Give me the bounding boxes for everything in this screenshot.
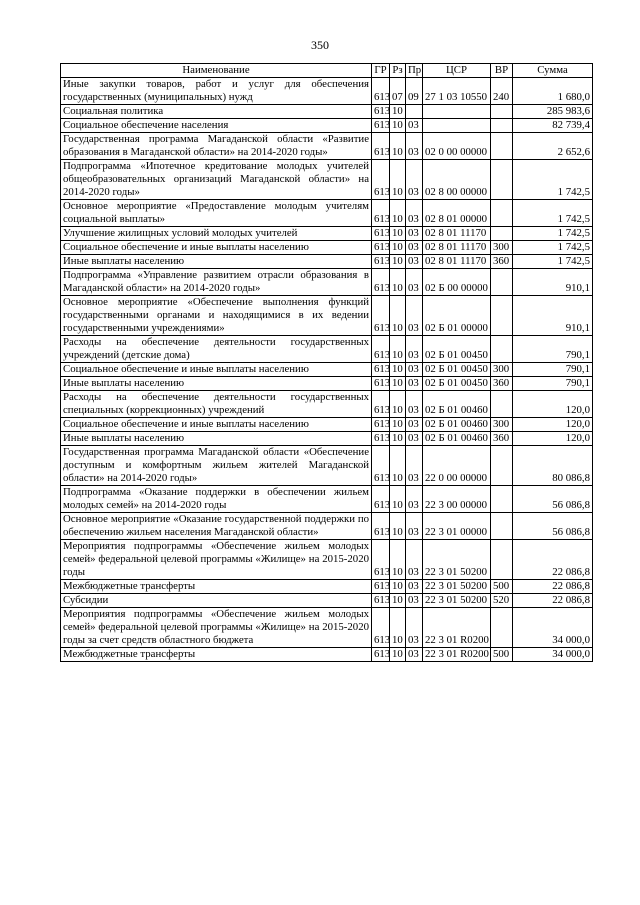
cell-pr: 03 xyxy=(406,160,423,200)
cell-sum: 22 086,8 xyxy=(513,540,593,580)
table-row xyxy=(61,105,593,119)
cell-vr: 520 xyxy=(491,594,513,608)
cell-gr: 613 xyxy=(372,391,390,418)
cell-csr: 02 0 00 00000 xyxy=(423,133,491,160)
cell-sum: 1 742,5 xyxy=(513,200,593,227)
cell-rz: 10 xyxy=(390,336,406,363)
cell-csr: 22 3 01 R0200 xyxy=(423,608,491,648)
cell-csr xyxy=(423,119,491,133)
cell-rz: 10 xyxy=(390,269,406,296)
cell-sum: 910,1 xyxy=(513,296,593,336)
cell-gr: 613 xyxy=(372,540,390,580)
cell-vr xyxy=(491,119,513,133)
table-row xyxy=(61,540,593,580)
cell-vr: 300 xyxy=(491,363,513,377)
cell-csr: 02 8 01 11170 xyxy=(423,227,491,241)
cell-name: Подпрограмма «Управление развитием отрасли образования в Магаданской области» на 2014-2020 годы» xyxy=(61,269,372,296)
table-row xyxy=(61,418,593,432)
cell-sum: 2 652,6 xyxy=(513,133,593,160)
cell-pr: 03 xyxy=(406,432,423,446)
cell-rz: 10 xyxy=(390,255,406,269)
cell-rz: 10 xyxy=(390,391,406,418)
cell-rz: 10 xyxy=(390,296,406,336)
table-row xyxy=(61,377,593,391)
budget-table xyxy=(60,63,593,662)
table-row xyxy=(61,255,593,269)
cell-vr xyxy=(491,608,513,648)
cell-pr xyxy=(406,105,423,119)
cell-pr: 03 xyxy=(406,391,423,418)
cell-pr: 03 xyxy=(406,133,423,160)
cell-vr xyxy=(491,227,513,241)
cell-sum: 56 086,8 xyxy=(513,486,593,513)
cell-csr: 22 3 00 00000 xyxy=(423,486,491,513)
cell-vr xyxy=(491,296,513,336)
cell-sum: 790,1 xyxy=(513,363,593,377)
cell-rz: 10 xyxy=(390,540,406,580)
cell-sum: 120,0 xyxy=(513,391,593,418)
cell-pr: 03 xyxy=(406,446,423,486)
cell-pr: 03 xyxy=(406,648,423,662)
cell-pr: 03 xyxy=(406,580,423,594)
cell-csr: 02 Б 01 00450 xyxy=(423,336,491,363)
cell-vr xyxy=(491,200,513,227)
cell-pr: 03 xyxy=(406,227,423,241)
header-csr: ЦСР xyxy=(423,64,491,78)
cell-sum: 34 000,0 xyxy=(513,648,593,662)
cell-name: Социальная политика xyxy=(61,105,372,119)
cell-name: Государственная программа Магаданской области «Развитие образования в Магаданской области» на 2014-2020 годы» xyxy=(61,133,372,160)
cell-csr: 22 3 01 50200 xyxy=(423,540,491,580)
cell-rz: 10 xyxy=(390,486,406,513)
cell-csr: 22 3 01 50200 xyxy=(423,580,491,594)
cell-rz: 10 xyxy=(390,133,406,160)
cell-rz: 10 xyxy=(390,160,406,200)
cell-sum: 790,1 xyxy=(513,377,593,391)
cell-name: Социальное обеспечение населения xyxy=(61,119,372,133)
cell-rz: 10 xyxy=(390,418,406,432)
table-row xyxy=(61,336,593,363)
cell-vr xyxy=(491,486,513,513)
cell-gr: 613 xyxy=(372,200,390,227)
table-row xyxy=(61,580,593,594)
cell-gr: 613 xyxy=(372,648,390,662)
cell-vr xyxy=(491,133,513,160)
cell-csr: 22 3 01 R0200 xyxy=(423,648,491,662)
cell-vr: 500 xyxy=(491,580,513,594)
cell-name: Основное мероприятие «Обеспечение выполнения функций государственными органами и находящимися в их ведении государственными учреждениями» xyxy=(61,296,372,336)
cell-sum: 285 983,6 xyxy=(513,105,593,119)
cell-gr: 613 xyxy=(372,160,390,200)
cell-sum: 1 742,5 xyxy=(513,241,593,255)
cell-rz: 10 xyxy=(390,594,406,608)
cell-vr xyxy=(491,446,513,486)
header-gr: ГР xyxy=(372,64,390,78)
header-pr: Пр xyxy=(406,64,423,78)
cell-gr: 613 xyxy=(372,119,390,133)
cell-pr: 03 xyxy=(406,608,423,648)
table-row xyxy=(61,432,593,446)
cell-csr: 02 8 01 11170 xyxy=(423,255,491,269)
cell-name: Расходы на обеспечение деятельности государственных учреждений (детские дома) xyxy=(61,336,372,363)
table-row xyxy=(61,513,593,540)
cell-vr: 360 xyxy=(491,432,513,446)
cell-pr: 03 xyxy=(406,513,423,540)
cell-sum: 120,0 xyxy=(513,432,593,446)
cell-gr: 613 xyxy=(372,418,390,432)
cell-pr: 03 xyxy=(406,241,423,255)
cell-pr: 03 xyxy=(406,269,423,296)
cell-pr: 03 xyxy=(406,336,423,363)
cell-gr: 613 xyxy=(372,580,390,594)
cell-vr: 360 xyxy=(491,255,513,269)
cell-vr xyxy=(491,513,513,540)
cell-csr: 02 Б 01 00000 xyxy=(423,296,491,336)
cell-vr xyxy=(491,105,513,119)
cell-csr: 02 Б 01 00460 xyxy=(423,418,491,432)
cell-name: Межбюджетные трансферты xyxy=(61,580,372,594)
table-row xyxy=(61,648,593,662)
cell-gr: 613 xyxy=(372,78,390,105)
cell-gr: 613 xyxy=(372,105,390,119)
cell-gr: 613 xyxy=(372,227,390,241)
cell-rz: 10 xyxy=(390,446,406,486)
table-row xyxy=(61,391,593,418)
cell-pr: 03 xyxy=(406,594,423,608)
cell-rz: 07 xyxy=(390,78,406,105)
cell-name: Государственная программа Магаданской области «Обеспечение доступным и комфортным жильем жителей Магаданской области» на 2014-2020 годы» xyxy=(61,446,372,486)
cell-name: Основное мероприятие «Оказание государственной поддержки по обеспечению жильем населения Магаданской области» xyxy=(61,513,372,540)
cell-name: Субсидии xyxy=(61,594,372,608)
cell-name: Иные выплаты населению xyxy=(61,255,372,269)
cell-gr: 613 xyxy=(372,608,390,648)
cell-name: Мероприятия подпрограммы «Обеспечение жильем молодых семей» федеральной целевой программы «Жилище» на 2015-2020 годы xyxy=(61,540,372,580)
cell-csr: 02 8 00 00000 xyxy=(423,160,491,200)
cell-sum: 1 742,5 xyxy=(513,227,593,241)
cell-sum: 790,1 xyxy=(513,336,593,363)
table-row xyxy=(61,160,593,200)
cell-pr: 03 xyxy=(406,296,423,336)
cell-rz: 10 xyxy=(390,105,406,119)
table-header-row xyxy=(61,64,593,78)
cell-name: Социальное обеспечение и иные выплаты населению xyxy=(61,363,372,377)
cell-sum: 120,0 xyxy=(513,418,593,432)
cell-csr: 02 Б 01 00460 xyxy=(423,432,491,446)
cell-sum: 22 086,8 xyxy=(513,580,593,594)
cell-gr: 613 xyxy=(372,241,390,255)
cell-name: Основное мероприятие «Предоставление молодым учителям социальной выплаты» xyxy=(61,200,372,227)
cell-csr: 22 0 00 00000 xyxy=(423,446,491,486)
cell-pr: 03 xyxy=(406,418,423,432)
cell-vr xyxy=(491,160,513,200)
cell-csr: 27 1 03 10550 xyxy=(423,78,491,105)
cell-rz: 10 xyxy=(390,200,406,227)
cell-vr xyxy=(491,391,513,418)
cell-rz: 10 xyxy=(390,119,406,133)
cell-rz: 10 xyxy=(390,580,406,594)
table-row xyxy=(61,594,593,608)
cell-sum: 1 742,5 xyxy=(513,160,593,200)
table-row xyxy=(61,119,593,133)
cell-vr xyxy=(491,540,513,580)
table-row xyxy=(61,608,593,648)
cell-name: Иные выплаты населению xyxy=(61,377,372,391)
cell-rz: 10 xyxy=(390,227,406,241)
cell-csr: 02 Б 01 00450 xyxy=(423,377,491,391)
cell-name: Иные закупки товаров, работ и услуг для обеспечения государственных (муниципальных) нужд xyxy=(61,78,372,105)
cell-name: Мероприятия подпрограммы «Обеспечение жильем молодых семей» федеральной целевой программы «Жилище» на 2015-2020 годы за счет средств областного бюджета xyxy=(61,608,372,648)
cell-rz: 10 xyxy=(390,363,406,377)
cell-sum: 34 000,0 xyxy=(513,608,593,648)
cell-name: Иные выплаты населению xyxy=(61,432,372,446)
cell-vr: 500 xyxy=(491,648,513,662)
cell-rz: 10 xyxy=(390,513,406,540)
table-row xyxy=(61,200,593,227)
cell-sum: 56 086,8 xyxy=(513,513,593,540)
cell-gr: 613 xyxy=(372,432,390,446)
cell-gr: 613 xyxy=(372,296,390,336)
cell-gr: 613 xyxy=(372,269,390,296)
cell-vr: 240 xyxy=(491,78,513,105)
cell-sum: 1 680,0 xyxy=(513,78,593,105)
header-rz: Рз xyxy=(390,64,406,78)
cell-pr: 03 xyxy=(406,377,423,391)
cell-gr: 613 xyxy=(372,133,390,160)
cell-gr: 613 xyxy=(372,594,390,608)
cell-pr: 03 xyxy=(406,200,423,227)
cell-csr: 02 Б 00 00000 xyxy=(423,269,491,296)
cell-gr: 613 xyxy=(372,255,390,269)
page-number: 350 xyxy=(311,38,329,52)
cell-name: Социальное обеспечение и иные выплаты населению xyxy=(61,418,372,432)
cell-rz: 10 xyxy=(390,608,406,648)
table-row xyxy=(61,486,593,513)
cell-vr: 300 xyxy=(491,418,513,432)
cell-gr: 613 xyxy=(372,446,390,486)
cell-name: Улучшение жилищных условий молодых учителей xyxy=(61,227,372,241)
cell-name: Подпрограмма «Оказание поддержки в обеспечении жильем молодых семей» на 2014-2020 годы xyxy=(61,486,372,513)
header-name: Наименование xyxy=(61,64,372,78)
cell-name: Социальное обеспечение и иные выплаты населению xyxy=(61,241,372,255)
table-row xyxy=(61,241,593,255)
table-row xyxy=(61,227,593,241)
cell-gr: 613 xyxy=(372,336,390,363)
cell-csr: 22 3 01 50200 xyxy=(423,594,491,608)
header-vr: ВР xyxy=(491,64,513,78)
cell-csr xyxy=(423,105,491,119)
cell-vr: 360 xyxy=(491,377,513,391)
cell-vr xyxy=(491,336,513,363)
table-row xyxy=(61,269,593,296)
cell-sum: 1 742,5 xyxy=(513,255,593,269)
cell-gr: 613 xyxy=(372,377,390,391)
cell-csr: 02 8 01 00000 xyxy=(423,200,491,227)
cell-csr: 02 Б 01 00450 xyxy=(423,363,491,377)
cell-pr: 03 xyxy=(406,540,423,580)
cell-rz: 10 xyxy=(390,648,406,662)
cell-vr: 300 xyxy=(491,241,513,255)
cell-name: Расходы на обеспечение деятельности государственных специальных (коррекционных) учреждений xyxy=(61,391,372,418)
cell-rz: 10 xyxy=(390,241,406,255)
cell-rz: 10 xyxy=(390,432,406,446)
cell-pr: 09 xyxy=(406,78,423,105)
table-row xyxy=(61,363,593,377)
cell-csr: 02 8 01 11170 xyxy=(423,241,491,255)
cell-gr: 613 xyxy=(372,363,390,377)
cell-pr: 03 xyxy=(406,119,423,133)
cell-pr: 03 xyxy=(406,363,423,377)
cell-csr: 22 3 01 00000 xyxy=(423,513,491,540)
table-row xyxy=(61,78,593,105)
cell-sum: 910,1 xyxy=(513,269,593,296)
cell-sum: 82 739,4 xyxy=(513,119,593,133)
cell-csr: 02 Б 01 00460 xyxy=(423,391,491,418)
cell-vr xyxy=(491,269,513,296)
cell-rz: 10 xyxy=(390,377,406,391)
table-row xyxy=(61,133,593,160)
cell-sum: 22 086,8 xyxy=(513,594,593,608)
table-row xyxy=(61,296,593,336)
cell-gr: 613 xyxy=(372,513,390,540)
cell-name: Подпрограмма «Ипотечное кредитование молодых учителей общеобразовательных организаций Магаданской области» на 2014-2020 годы» xyxy=(61,160,372,200)
header-sum: Сумма xyxy=(513,64,593,78)
cell-gr: 613 xyxy=(372,486,390,513)
table-row xyxy=(61,446,593,486)
cell-pr: 03 xyxy=(406,486,423,513)
table-body xyxy=(61,78,593,662)
cell-pr: 03 xyxy=(406,255,423,269)
cell-sum: 80 086,8 xyxy=(513,446,593,486)
cell-name: Межбюджетные трансферты xyxy=(61,648,372,662)
